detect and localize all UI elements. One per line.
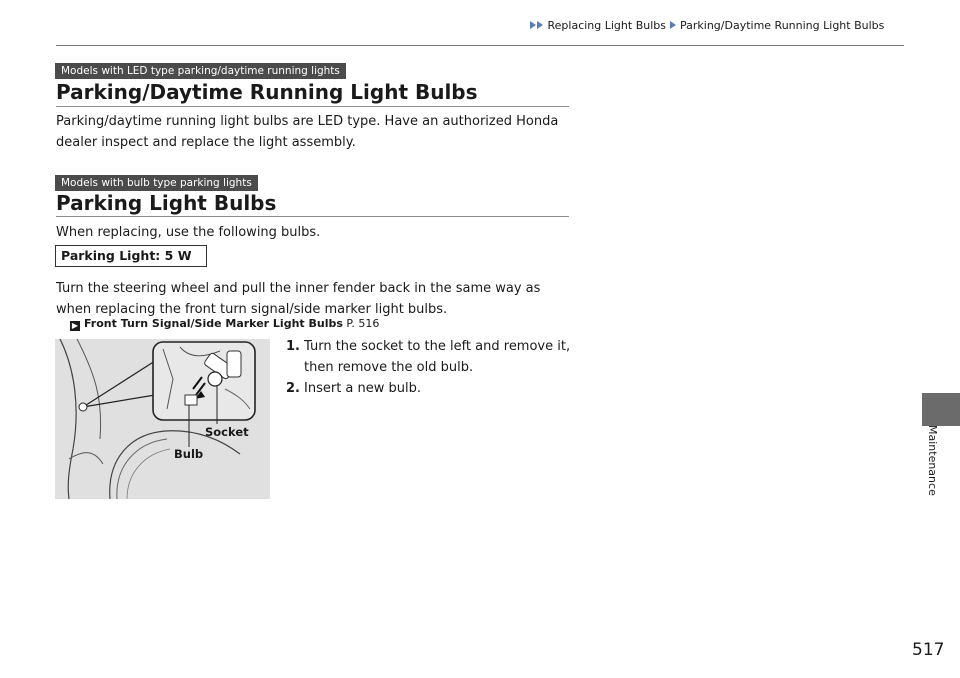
- socket-label: Socket: [205, 425, 249, 439]
- step-number: 2.: [286, 381, 300, 396]
- cross-reference-page: P. 516: [346, 317, 380, 330]
- page-number: 517: [912, 640, 945, 660]
- bulb-diagram-drawing: [55, 339, 270, 499]
- cross-reference-title: Front Turn Signal/Side Marker Light Bulbs: [84, 317, 343, 330]
- cross-reference-link[interactable]: [70, 317, 379, 331]
- instruction-paragraph: Turn the steering wheel and pull the inner fender back in the same way as when replacing the front turn signal/side marker light bulbs.: [56, 281, 541, 317]
- breadcrumb-arrow-icon: [537, 21, 543, 29]
- step-number: 1.: [286, 339, 300, 354]
- bulb-spec-table: Parking Light: 5 W: [55, 245, 207, 267]
- step-text: Turn the socket to the left and remove it, then remove the old bulb.: [304, 339, 571, 375]
- breadcrumb-arrow-icon: [670, 21, 676, 29]
- chapter-label-text: Maintenance: [926, 425, 939, 496]
- header-divider: [56, 45, 904, 46]
- breadcrumb-item-replacing-light-bulbs[interactable]: Replacing Light Bulbs: [547, 19, 666, 32]
- step-item: [286, 336, 576, 378]
- led-description-paragraph: Parking/daytime running light bulbs are LED type. Have an authorized Honda dealer inspect and replace the light assembly.: [56, 114, 559, 150]
- section-divider: [56, 216, 569, 217]
- breadcrumb-arrow-icon: [530, 21, 536, 29]
- step-item: [286, 378, 576, 399]
- step-text: Insert a new bulb.: [304, 381, 422, 396]
- cross-reference-icon: ▶: [71, 321, 79, 330]
- section-divider: [56, 106, 569, 107]
- procedure-steps: [286, 336, 576, 399]
- section-title-parking-light: Parking Light Bulbs: [56, 191, 277, 215]
- model-tag-led: Models with LED type parking/daytime running lights: [55, 63, 346, 79]
- model-tag-bulb: Models with bulb type parking lights: [55, 175, 258, 191]
- parking-light-bulb-illustration: [55, 339, 270, 499]
- bulb-label: Bulb: [174, 447, 204, 461]
- chapter-tab-marker[interactable]: [922, 393, 960, 426]
- intro-paragraph: When replacing, use the following bulbs.: [56, 225, 321, 240]
- chapter-label: [926, 425, 946, 507]
- breadcrumb: [530, 19, 910, 32]
- section-title-parking-daytime: Parking/Daytime Running Light Bulbs: [56, 80, 478, 104]
- breadcrumb-item-current: Parking/Daytime Running Light Bulbs: [680, 19, 885, 32]
